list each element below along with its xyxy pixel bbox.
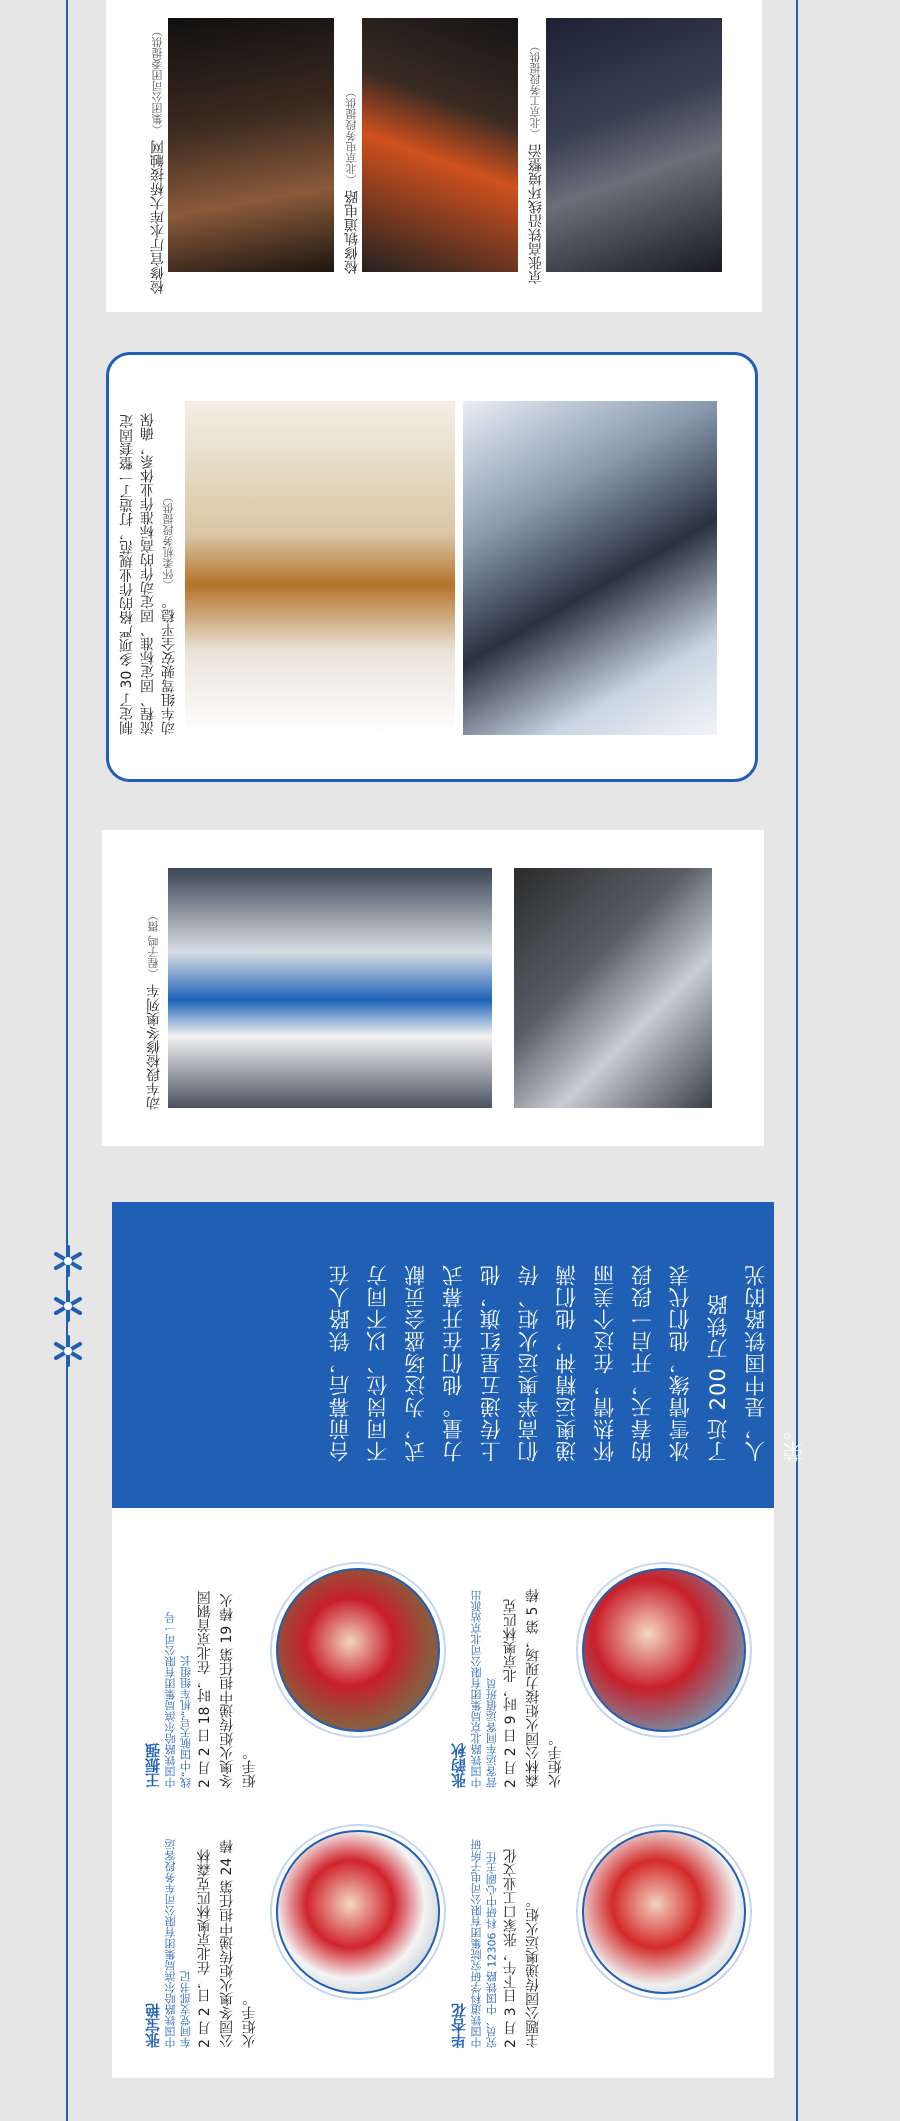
driver-cab-caption: [117, 405, 175, 735]
person-desc: 2 月 2 日 18 时，在北京首钢园冬奥火炬传递中担任第 19 棒火炬手。: [196, 1590, 258, 1788]
emu-maintenance-card: [102, 830, 764, 1146]
intro-block: [112, 1202, 806, 1508]
caption-credit: （怀柔机务段提供）: [162, 491, 175, 591]
person-name: 王振强: [144, 1743, 162, 1788]
person-role: 中国铁路哈尔滨局集团有限公司车务段客运车间党支部书记: [164, 1839, 193, 2048]
caption-text: 动车段检修冬奥列车: [146, 984, 162, 1110]
snowflake-icon: [52, 1245, 84, 1277]
caption-text: 制定了 30 多项严格的作业规范，打造了一整套固定流程、固定标准、固定动作的高标准作业体系，确保动车组驾驶安全平稳。: [119, 413, 177, 735]
left-guide-line: [66, 0, 68, 2121]
person-desc: 2 月 2 日 9 时，北京奥林匹克森林公园火炬接力现场，第 5 棒火炬手。: [502, 1588, 564, 1788]
snowflake-icon: [52, 1335, 84, 1367]
caption-bridge-catenary: [148, 24, 168, 294]
person-desc: 2 月 2 日，在北京奥林匹克森林公园冬奥火炬传递中担任第 24 棒火炬手。: [196, 1839, 258, 2048]
caption-credit: （北京电务段提供）: [345, 86, 358, 186]
snowflake-icon: [52, 1290, 84, 1322]
avatar-wang-zhenqiang: [276, 1568, 440, 1732]
caption-text: 京张高铁沿线环境整治: [528, 144, 544, 284]
caption-text: 检修官厅水库大桥接触网: [150, 140, 166, 294]
person-role: 中国铁路哈尔滨局集团有限公司一号线“中国航天号”机车组组长: [164, 1612, 193, 1788]
person-role: 中国铁路北京局集团有限公司北京站派出营客运车间客运值班员: [470, 1590, 499, 1788]
person-name: 张韵秋: [450, 1743, 468, 1788]
driver-cab-card: [106, 352, 758, 782]
avatar-zhang-yunqiu: [582, 1568, 746, 1732]
person-name: 毕杏花: [450, 2003, 468, 2048]
intro-text: 台前幕后，铁路人在不同岗位、以不同方式，为这场盛会贡献力量。他们在开幕式上传递五星红旗，他们高举奥运火炬、传递奥运精神，他们满怀热情，在这个美丽的春天，开启一段段冰雪情缘，他们代表了近 200 万铁路人，是中国铁路的光荣。: [328, 1264, 806, 1462]
maintenance-photo-card: [106, 0, 762, 312]
photo-training-room: [185, 401, 455, 735]
person-bi-xinghua: [448, 1838, 568, 2048]
caption-credit: （北京工务段提供）: [529, 40, 542, 140]
caption-credit: （集团公司团委提供）: [151, 25, 164, 136]
photo-driver-cab: [463, 401, 717, 735]
photo-circuit-repair: [362, 18, 518, 272]
right-guide-line: [796, 0, 798, 2121]
photo-track-cleanup: [546, 18, 722, 272]
person-role: 中国铁道科学研究院集团有限公司电子所研究员、中国铁路 12306 科研中心副主任: [470, 1839, 499, 2048]
photo-bridge-catenary: [168, 18, 334, 272]
person-name: 张宝艳: [144, 2003, 162, 2048]
person-wang-zhenqiang: [142, 1588, 262, 1788]
caption-track-cleanup: [526, 24, 546, 284]
photo-olympic-train: [168, 868, 492, 1108]
person-desc: 2 月 3 日下午，张家口工业文化主题公园传递奥运火炬。: [502, 1848, 542, 2048]
caption-text: 检修轨道电路: [344, 190, 360, 274]
person-zhang-baoyan: [142, 1838, 262, 2048]
avatar-zhang-baoyan: [276, 1830, 440, 1994]
avatar-bi-xinghua: [582, 1830, 746, 1994]
torchbearers-card: [112, 1508, 774, 2078]
caption-credit: （程子鸣 摄）: [147, 910, 160, 980]
person-zhang-yunqiu: [448, 1588, 568, 1788]
emu-caption: [144, 870, 164, 1110]
caption-circuit-repair: [342, 24, 362, 274]
photo-bogie-inspection: [514, 868, 712, 1108]
